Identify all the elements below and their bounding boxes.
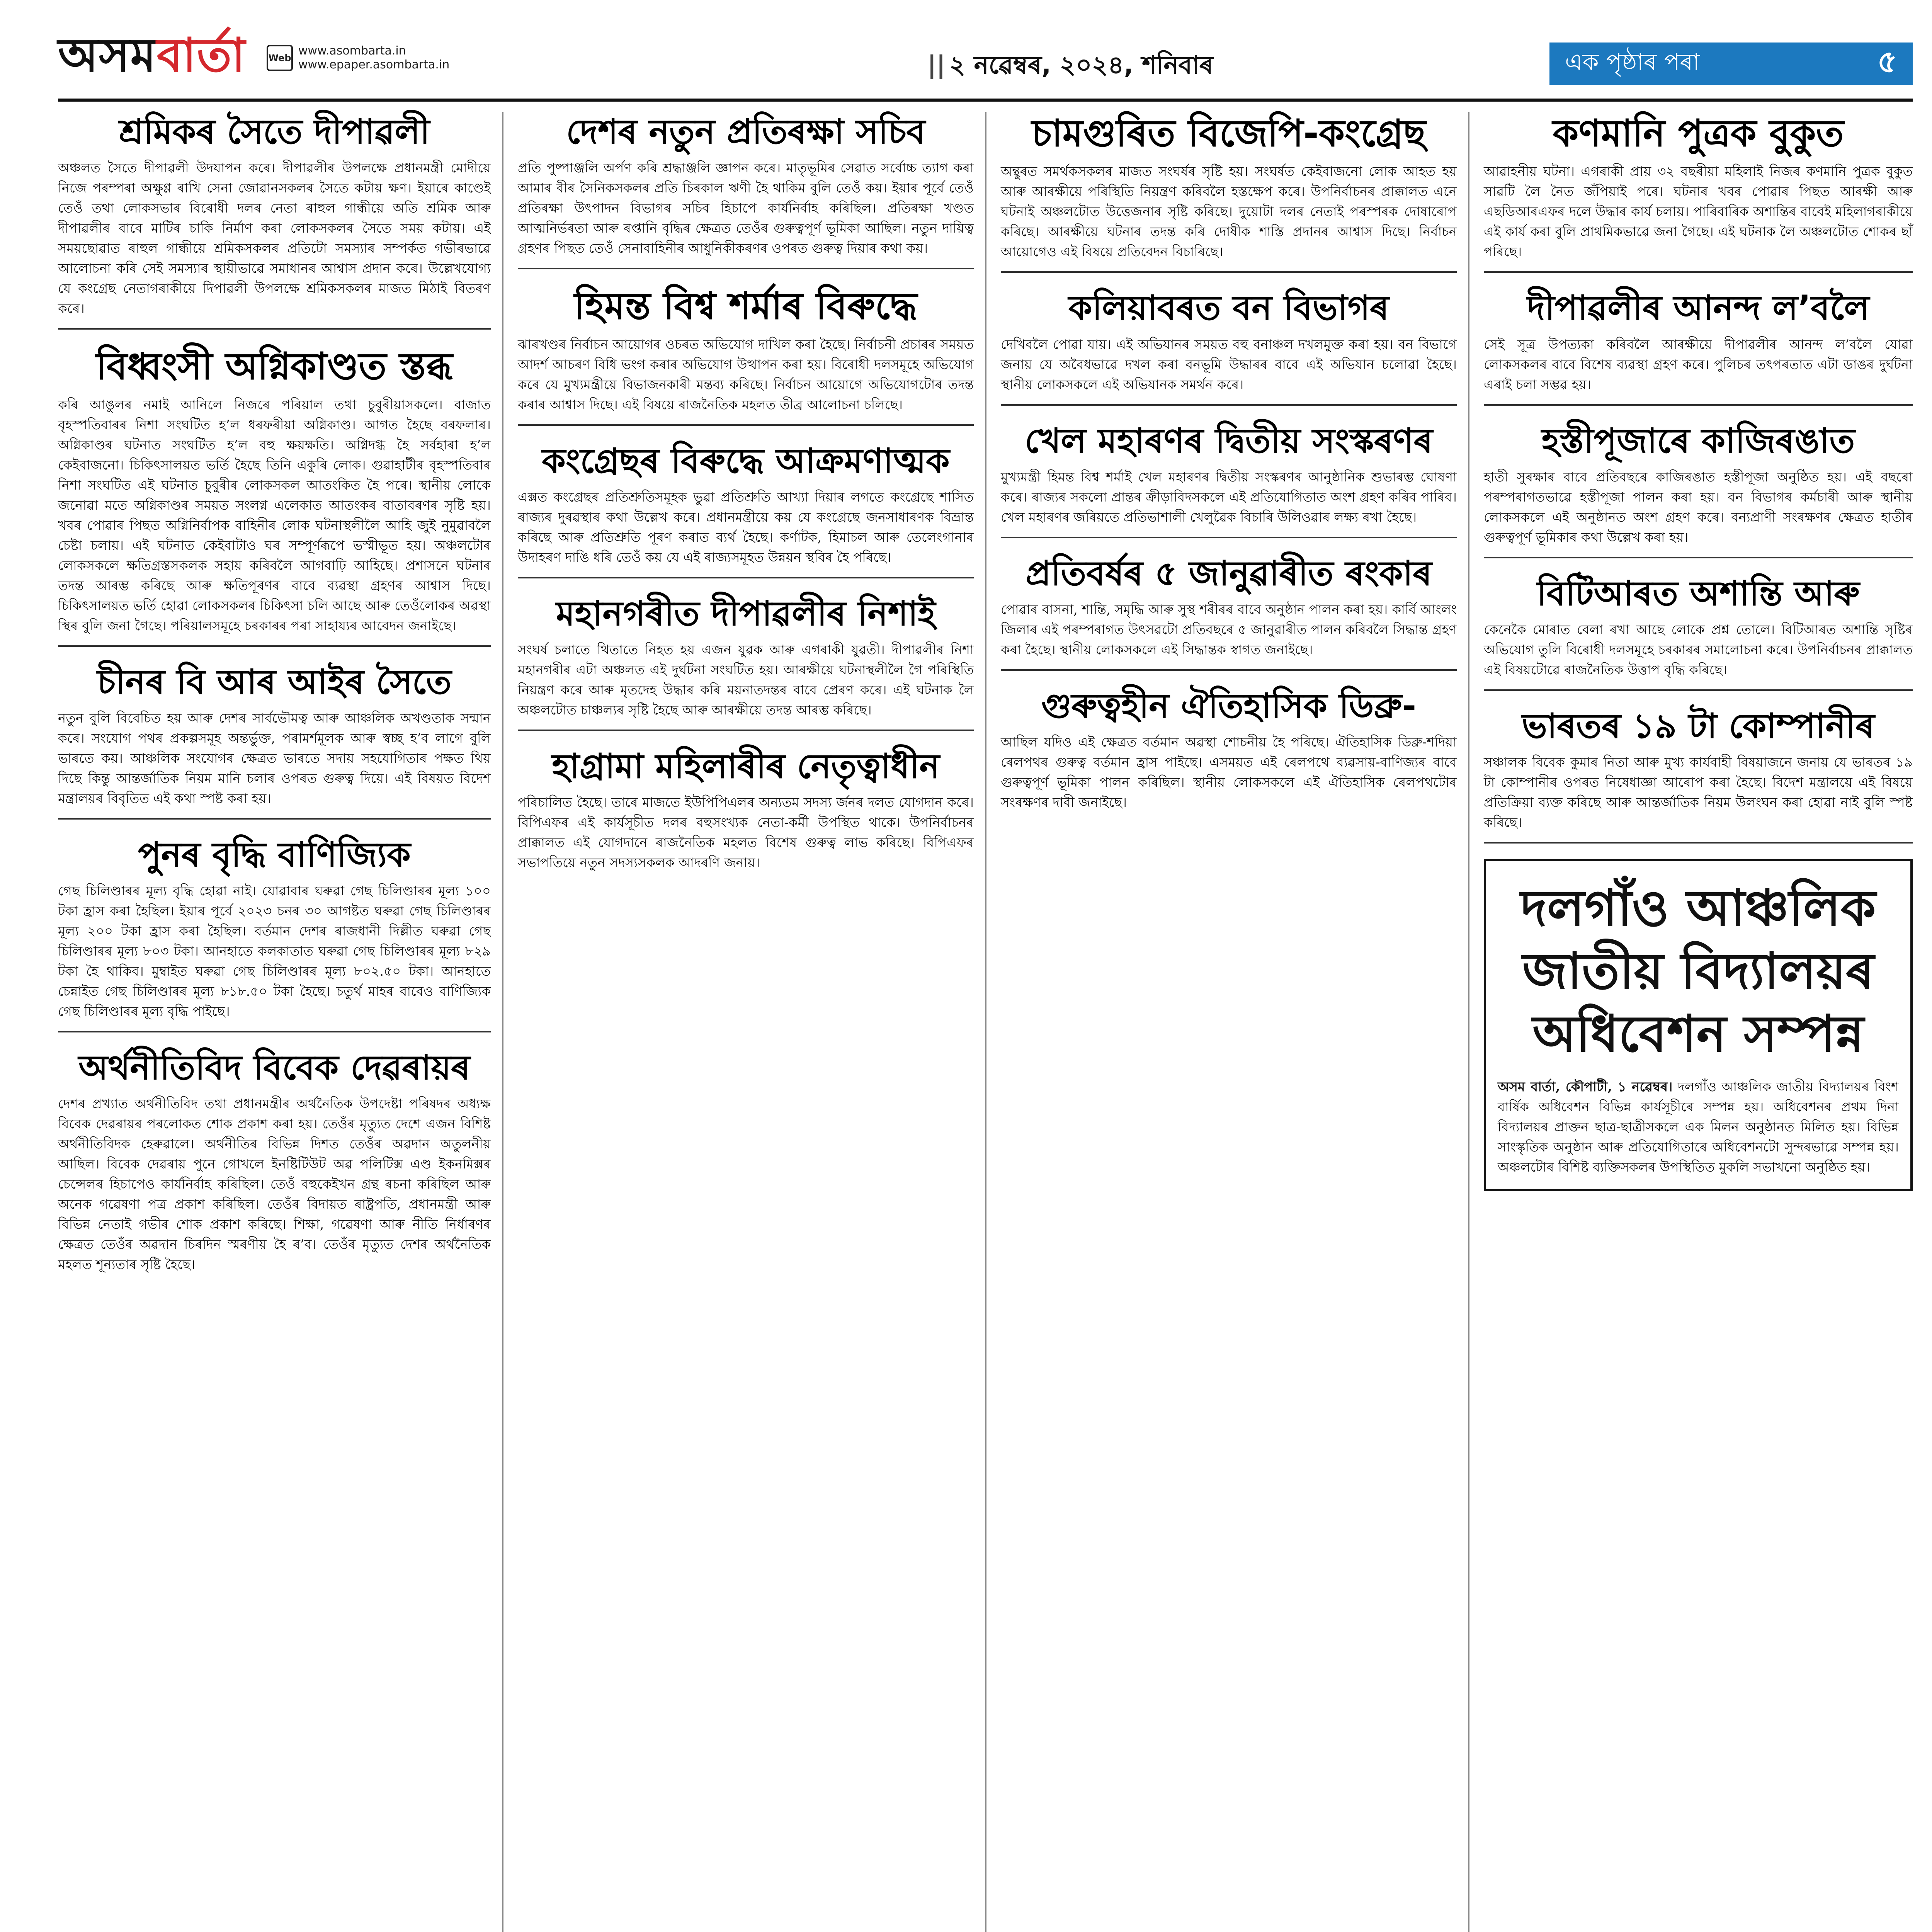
article — [1001, 288, 1457, 405]
article-headline: হস্তীপূজাৰে কাজিৰঙাত — [1541, 420, 1855, 461]
article-headline: কলিয়াবৰত বন বিভাগৰ — [1068, 288, 1389, 328]
article-headline: বিধ্বংসী অগ্নিকাণ্ডত স্তব্ধ — [96, 345, 453, 388]
epaper-link[interactable]: www.epaper.asombarta.in — [298, 58, 450, 71]
article — [1001, 421, 1457, 538]
article-headline: হিমন্ত বিশ্ব শৰ্মাৰ বিৰুদ্ধে — [574, 284, 917, 328]
article-body: এক্সত কংগ্ৰেছৰ প্ৰতিশ্ৰুতিসমূহক ভুৱা প্ৰতিশ্ৰুতি আখ্যা দিয়াৰ লগতে কংগ্ৰেছে শাসিত ৰাজ্যৰ দুৰৱস্থাৰ কথা উল্লেখ কৰে। প্ৰধানমন্ত্ৰীয়ে কয় যে কংগ্ৰেছে জনসাধাৰণক বিভ্ৰান্ত কৰিছে আৰু প্ৰতিশ্ৰুতি পূৰণ কৰাত ব্যৰ্থ হৈছে। কৰ্ণাটক, হিমাচল আৰু তেলেংগানাৰ উদাহৰণ দাঙি ধৰি তেওঁ কয় যে এই ৰাজ্যসমূহত উন্নয়ন স্থবিৰ হৈ পৰিছে। — [518, 489, 974, 565]
article-body: সেই সূত্ৰ উপত্যকা কৰিবলৈ আৰক্ষীয়ে দীপাৱলীৰ আনন্দ ল’বলৈ যোৱা লোকসকলৰ বাবে বিশেষ ব্যৱস্থা গ্ৰহণ কৰে। পুলিচৰ তৎপৰতাত এটা ডাঙৰ দুৰ্ঘটনা এৰাই চলা সম্ভৱ হয়। — [1484, 337, 1913, 393]
section-tab — [1549, 43, 1913, 85]
column-2 — [518, 112, 974, 898]
article — [518, 594, 974, 731]
boxed-headline: দলগাঁও আঞ্চলিক জাতীয় বিদ্যালয়ৰ অধিবেশন সম্পন্ন — [1520, 879, 1876, 1063]
article-headline: খেল মহাৰণৰ দ্বিতীয় সংস্কৰণৰ — [1024, 420, 1433, 461]
article-body: গেছ চিলিণ্ডাৰৰ মূল্য বৃদ্ধি হোৱা নাই। যোৱাবাৰ ঘৰুৱা গেছ চিলিণ্ডাৰৰ মূল্য ১০০ টকা হ্ৰাস কৰা হৈছিল। ইয়াৰ পূৰ্বে ২০২৩ চনৰ ৩০ আগষ্টত ঘৰুৱা গেছ চিলিণ্ডাৰৰ মূল্য ২০০ টকা হ্ৰাস কৰা হৈছিল। বৰ্তমান দেশৰ ৰাজধানী দিল্লীত ঘৰুৱা গেছ চিলিণ্ডাৰৰ মূল্য ৮০৩ টকা। আনহাতে কলকাতাত ঘৰুৱা গেছ চিলিণ্ডাৰৰ মূল্য ৮২৯ টকা হৈ থাকিব। মুম্বাইত ঘৰুৱা গেছ চিলিণ্ডাৰৰ মূল্য ৮০২.৫০ টকা। আনহাতে চেন্নাইত গেছ চিলিণ্ডাৰৰ মূল্য ৮১৮.৫০ টকা হৈছে। চতুৰ্থ মাহৰ বাবেও বাণিজ্যিক গেছ চিলিণ্ডাৰৰ মূল্য বৃদ্ধি পাইছে। — [58, 883, 491, 1019]
issue-date: || ২ নৱেম্বৰ, ২০২৪, শনিবাৰ — [927, 51, 1213, 80]
article — [58, 1048, 491, 1284]
article-body: পৰিচালিত হৈছে। তাৰে মাজতে ইউপিপিএলৰ অন্যতম সদস্য ৰ্জনৰ দলত যোগদান কৰে। বিপিএফৰ এই কাৰ্যসূচীত দলৰ বহুসংখ্যক নেতা-কৰ্মী উপস্থিত থাকে। উপনিৰ্বাচনৰ প্ৰাক্কালত এই যোগদানে ৰাজনৈতিক মহলত বিশেষ গুৰুত্ব লাভ কৰিছে। বিপিএফৰ সভাপতিয়ে নতুন সদস্যসকলক আদৰণি জনায়। — [518, 795, 974, 871]
article-headline: ভাৰতৰ ১৯ টা কোম্পানীৰ — [1522, 706, 1875, 746]
article — [58, 112, 491, 330]
masthead — [58, 19, 1913, 97]
boxed-dateline: অসম বাৰ্তা, কৌপাটী, ১ নৱেম্বৰ। — [1498, 1079, 1673, 1095]
website-link[interactable]: www.asombarta.in — [298, 44, 406, 58]
article-headline: অৰ্থনীতিবিদ বিবেক দেৱৰায়ৰ — [78, 1047, 470, 1087]
article-headline: গুৰুত্বহীন ঐতিহাসিক ডিব্ৰু- — [1041, 685, 1417, 726]
column-divider — [502, 112, 503, 1932]
article-headline: কংগ্ৰেছৰ বিৰুদ্ধে আক্ৰমণাত্মক — [542, 440, 950, 481]
article-headline: চামগুৰিত বিজেপি-কংগ্ৰেছ — [1031, 112, 1426, 155]
article-body: ঝাৰখণ্ডৰ নিৰ্বাচন আয়োগৰ ওচৰত অভিযোগ দাখিল কৰা হৈছে। নিৰ্বাচনী প্ৰচাৰৰ সময়ত আদৰ্শ আচৰণ বিধি ভংগ কৰাৰ অভিযোগ উত্থাপন কৰা হয়। বিৰোধী দলসমূহে অভিযোগ কৰে যে মুখ্যমন্ত্ৰীয়ে বিভাজনকাৰী মন্তব্য কৰিছে। নিৰ্বাচন আয়োগে অভিযোগটোৰ তদন্ত কৰাৰ আশ্বাস দিছে। এই বিষয়ে ৰাজনৈতিক মহলত তীব্ৰ আলোচনা চলিছে। — [518, 337, 974, 413]
article-headline: দীপাৱলীৰ আনন্দ ল’বলৈ — [1527, 288, 1870, 328]
website-info — [267, 44, 449, 72]
boxed-body: দলগাঁও আঞ্চলিক জাতীয় বিদ্যালয়ৰ বিংশ বাৰ্ষিক অধিবেশন বিভিন্ন কাৰ্যসূচীৰে সম্পন্ন হয়। অধিবেশনৰ প্ৰথম দিনা বিদ্যালয়ৰ প্ৰাক্তন ছাত্ৰ-ছাত্ৰীসকলে এক মিলন অনুষ্ঠানত মিলিত হয়। বিভিন্ন সাংস্কৃতিক অনুষ্ঠান আৰু প্ৰতিযোগিতাৰে অধিবেশনটো সুন্দৰভাৱে সম্পন্ন হয়। অঞ্চলটোৰ বিশিষ্ট ব্যক্তিসকলৰ উপস্থিতিত মুকলি সভাখনো অনুষ্ঠিত হয়। — [1498, 1079, 1899, 1175]
article-body: সংঘৰ্ষ চলাতে থিতাতে নিহত হয় এজন যুৱক আৰু এগৰাকী যুৱতী। দীপাৱলীৰ নিশা মহানগৰীৰ এটা অঞ্চলত এই দুৰ্ঘটনা সংঘটিত হয়। আৰক্ষীয়ে ঘটনাস্থলীলৈ গৈ পৰিস্থিতি নিয়ন্ত্ৰণ কৰে আৰু মৃতদেহ উদ্ধাৰ কৰি ময়নাতদন্তৰ বাবে প্ৰেৰণ কৰে। এই ঘটনাক লৈ অঞ্চলটোত চাঞ্চল্যৰ সৃষ্টি হৈছে আৰু আৰক্ষীয়ে তদন্ত আৰম্ভ কৰিছে। — [518, 642, 974, 718]
article-headline: শ্ৰমিকৰ সৈতে দীপাৱলী — [119, 112, 430, 151]
article — [518, 441, 974, 578]
article-body: দেশৰ প্ৰখ্যাত অৰ্থনীতিবিদ তথা প্ৰধানমন্ত্ৰীৰ অৰ্থনৈতিক উপদেষ্টা পৰিষদৰ অধ্যক্ষ বিবেক দেৱৰায়ৰ পৰলোকত শোক প্ৰকাশ কৰা হয়। তেওঁৰ মৃত্যুত দেশে এজন বিশিষ্ট অৰ্থনীতিবিদক হেৰুৱালে। অৰ্থনীতিৰ বিভিন্ন দিশত তেওঁৰ অৱদান অতুলনীয় আছিল। বিবেক দেৱৰায় পুনে গোখলে ইনষ্টিটিউট অৱ পলিটিক্স এণ্ড ইকনমিক্সৰ চেন্সেলৰ হিচাপেও কাৰ্যনিৰ্বাহ কৰিছিল। তেওঁ বহুকেইখন গ্ৰন্থ ৰচনা কৰিছিল আৰু অনেক গৱেষণা পত্ৰ প্ৰকাশ কৰিছিল। তেওঁৰ বিদায়ত ৰাষ্ট্ৰপতি, প্ৰধানমন্ত্ৰী আৰু বিভিন্ন নেতাই গভীৰ শোক প্ৰকাশ কৰিছে। শিক্ষা, গৱেষণা আৰু নীতি নিৰ্ধাৰণৰ ক্ষেত্ৰত তেওঁৰ অৱদান চিৰদিন স্মৰণীয় হৈ ৰ’ব। তেওঁৰ মৃত্যুত দেশৰ অৰ্থনৈতিক মহলত শূন্যতাৰ সৃষ্টি হৈছে। — [58, 1096, 491, 1273]
article — [1001, 686, 1457, 822]
article-body: নতুন বুলি বিবেচিত হয় আৰু দেশৰ সাৰ্বভৌমত্ব আৰু আঞ্চলিক অখণ্ডতাক সন্মান কৰে। সংযোগ পথৰ প্ৰকল্পসমূহ অন্তৰ্ভুক্ত, পৰামৰ্শমূলক আৰু স্বচ্ছ হ’ব লাগে বুলি ভাৰতে কয়। আঞ্চলিক সংযোগৰ ক্ষেত্ৰত ভাৰতে সদায় সহযোগিতাৰ পক্ষত থিয় দিছে কিন্তু আন্তৰ্জাতিক নিয়ম মানি চলাৰ ওপৰত গুৰুত্ব দিয়ে। এই বিষয়ত বিদেশ মন্ত্ৰালয়ৰ বিবৃতিত এই কথা স্পষ্ট কৰা হয়। — [58, 710, 491, 806]
article — [1001, 554, 1457, 671]
article — [58, 345, 491, 646]
web-icon: Web — [267, 45, 293, 71]
article — [1001, 112, 1457, 273]
article-body: অঞ্চলত সৈতে দীপাৱলী উদযাপন কৰে। দীপাৱলীৰ উপলক্ষে প্ৰধানমন্ত্ৰী মোদীয়ে নিজে পৰম্পৰা অক্ষুণ্ণ ৰাখি সেনা জোৱানসকলৰ সৈতে কটায় ক্ষণ। ইয়াৰে কাণ্ডেই তেওঁ তথা লোকসভাৰ বিৰোধী দলৰ নেতা ৰাহুল গান্ধীয়ে অতি শ্ৰমিক আৰু দীপাৱলীৰ বাবে মাটিৰ চাকি নিৰ্মাণ কৰা লোকসকলৰ সৈতে সময় কটায়। এই সময়ছোৱাত ৰাহুল গান্ধীয়ে শ্ৰমিকসকলৰ প্ৰতিটো সমস্যাৰ সম্পৰ্কত গভীৰভাৱে আলোচনা কৰি সেই সমস্যাৰ স্থায়ীভাৱে সমাধানৰ আশ্বাস প্ৰদান কৰে। উল্লেখযোগ্য যে কংগ্ৰেছ নেতাগৰাকীয়ে দিপাৱলী উপলক্ষে শ্ৰমিকসকলৰ মাজত মিঠাই বিতৰণ কৰে। — [58, 160, 491, 317]
header-rule — [58, 99, 1913, 102]
article-body: আৱাহনীয় ঘটনা। এগৰাকী প্ৰায় ৩২ বছৰীয়া মহিলাই নিজৰ কণমানি পুত্ৰক বুকুত সাৱটি লৈ নৈত জঁপিয়াই পৰে। ঘটনাৰ খবৰ পোৱাৰ পিছত আৰক্ষী আৰু এছডিআৰএফৰ দলে উদ্ধাৰ কাৰ্য চলায়। পাৰিবাৰিক অশান্তিৰ বাবেই মহিলাগৰাকীয়ে এই কাৰ্য কৰা বুলি প্ৰাথমিকভাৱে জনা গৈছে। এই ঘটনাক লৈ অঞ্চলটোত শোকৰ ছাঁ পৰিছে। — [1484, 164, 1913, 260]
article — [1484, 288, 1913, 405]
article — [1484, 706, 1913, 844]
article — [1484, 112, 1913, 273]
article — [1484, 421, 1913, 558]
article-body: অন্থুৰত সমৰ্থকসকলৰ মাজত সংঘৰ্ষৰ সৃষ্টি হয়। সংঘৰ্ষত কেইবাজনো লোক আহত হয় আৰু আৰক্ষীয়ে পৰিস্থিতি নিয়ন্ত্ৰণ কৰিবলৈ হস্তক্ষেপ কৰে। উপনিৰ্বাচনৰ প্ৰাক্কালত এনে ঘটনাই অঞ্চলটোত উত্তেজনাৰ সৃষ্টি কৰিছে। দুয়োটা দলৰ নেতাই পৰস্পৰক দোষাৰোপ কৰিছে। আৰক্ষীয়ে ঘটনাৰ তদন্ত কৰি দোষীক শাস্তি প্ৰদানৰ আশ্বাস দিছে। নিৰ্বাচন আয়োগেও এই বিষয়ে প্ৰতিবেদন বিচাৰিছে। — [1001, 164, 1457, 260]
article-headline: পুনৰ বৃদ্ধি বাণিজ্যিক — [138, 834, 411, 874]
article-body: সঞ্চালক বিবেক কুমাৰ নিতা আৰু মুখ্য কাৰ্যবাহী বিষয়াজনে জনায় যে ভাৰতৰ ১৯ টা কোম্পানীৰ ওপৰত নিষেধাজ্ঞা আৰোপ কৰা হৈছে। বিদেশ মন্ত্ৰালয়ে এই বিষয়ে প্ৰতিক্ৰিয়া ব্যক্ত কৰিছে আৰু আন্তৰ্জাতিক নিয়ম উলংঘন কৰা হোৱা নাই বুলি স্পষ্ট কৰিছে। — [1484, 755, 1913, 831]
logo — [58, 25, 259, 91]
article-body: পোৱাৰ বাসনা, শান্তি, সমৃদ্ধি আৰু সুস্থ শৰীৰৰ বাবে অনুষ্ঠান পালন কৰা হয়। কাৰ্বি আংলং জিলাৰ এই পৰম্পৰাগত উৎসৱটো প্ৰতিবছৰে ৫ জানুৱাৰীত পালন কৰিবলৈ সিদ্ধান্ত গ্ৰহণ কৰা হৈছে। স্থানীয় লোকসকলে এই সিদ্ধান্তক স্বাগত জনাইছে। — [1001, 602, 1457, 658]
boxed-story — [1484, 859, 1913, 1191]
article-body: মুখ্যমন্ত্ৰী হিমন্ত বিশ্ব শৰ্মাই খেল মহাৰণৰ দ্বিতীয় সংস্কৰণৰ আনুষ্ঠানিক শুভাৰম্ভ ঘোষণা কৰে। ৰাজ্যৰ সকলো প্ৰান্তৰ ক্ৰীড়াবিদসকলে এই প্ৰতিযোগিতাত অংশ গ্ৰহণ কৰিব পাৰিব। খেল মহাৰণৰ জৰিয়তে প্ৰতিভাশালী খেলুৱৈক বিচাৰি উলিওৱাৰ লক্ষ্য ৰখা হৈছে। — [1001, 469, 1457, 525]
article-body: কেনেকৈ মোৰাত বেলা ৰখা আছে লোকে প্ৰশ্ন তোলে। বিটিআৰত অশান্তি সৃষ্টিৰ অভিযোগ তুলি বিৰোধী দলসমূহে চৰকাৰৰ সমালোচনা কৰে। উপনিৰ্বাচনৰ প্ৰাক্কালত এই বিষয়টোৱে ৰাজনৈতিক উত্তাপ বৃদ্ধি কৰিছে। — [1484, 622, 1913, 678]
article-headline: প্ৰতিবৰ্ষৰ ৫ জানুৱাৰীত ৰংকাৰ — [1026, 553, 1432, 593]
column-3 — [1001, 112, 1457, 837]
article-body: দেখিবলৈ পোৱা যায়। এই অভিযানৰ সময়ত বহু বনাঞ্চল দখলমুক্ত কৰা হয়। বন বিভাগে জনায় যে অবৈধভাৱে দখল কৰা বনভূমি উদ্ধাৰৰ বাবে এই অভিযান চলোৱা হৈছে। স্থানীয় লোকসকলে এই অভিযানক সমৰ্থন কৰে। — [1001, 337, 1457, 393]
article-body: হাতী সুৰক্ষাৰ বাবে প্ৰতিবছৰে কাজিৰঙাত হস্তীপূজা অনুষ্ঠিত হয়। এই বছৰো পৰম্পৰাগতভাৱে হস্তীপূজা পালন কৰা হয়। বন বিভাগৰ কৰ্মচাৰী আৰু স্থানীয় লোকসকলে এই অনুষ্ঠানত অংশ গ্ৰহণ কৰে। বন্যপ্ৰাণী সংৰক্ষণৰ ক্ষেত্ৰত হাতীৰ গুৰুত্বপূৰ্ণ ভূমিকাৰ কথা উল্লেখ কৰা হয়। — [1484, 469, 1913, 545]
article-headline: হাগ্ৰামা মহিলাৰীৰ নেতৃত্বাধীন — [552, 746, 940, 786]
section-label: এক পৃষ্ঠাৰ পৰা — [1565, 49, 1700, 76]
article — [58, 835, 491, 1032]
column-4 — [1484, 112, 1913, 1191]
article-headline: বিটিআৰত অশান্তি আৰু — [1537, 573, 1860, 613]
article — [518, 747, 974, 882]
article — [58, 662, 491, 820]
column-divider — [985, 112, 986, 1932]
article — [518, 112, 974, 269]
article-body: কৰি আঙুলৰ নমাই আনিলে নিজৰে পৰিয়াল তথা চুবুৰীয়াসকলে। বাজাত বৃহস্পতিবাৰৰ নিশা সংঘটিত হ’ল ধৰফৰীয়া অগ্নিকাণ্ড। আগত হৈছে বৰফলাৰ। অগ্নিকাণ্ডৰ ঘটনাত সংঘটিত হ’ল বহু ক্ষয়ক্ষতি। অগ্নিদগ্ধ হৈ সৰ্বহাৰা হ’ল কেইবাজনো। চিকিৎসালয়ত ভৰ্তি হৈছে তিনি একুৰি লোক। গুৱাহাটীৰ বৃহস্পতিবাৰ নিশা সংঘটিত এই ঘটনাত চুবুৰীৰ লোকসকল আতংকিত হৈ পৰে। স্থানীয় লোকে জনোৱা মতে অগ্নিকাণ্ডৰ সময়ত সংলগ্ন এলেকাত আতংকৰ বাতাবৰণৰ সৃষ্টি হয়। খবৰ পোৱাৰ পিছত অগ্নিনিৰ্বাপক বাহিনীৰ লোক ঘটনাস্থলীলৈ আহি জুই নুমুৱাবলৈ চেষ্টা চলায়। এই ঘটনাত কেইবাটাও ঘৰ সম্পূৰ্ণৰূপে ভস্মীভূত হয়। অঞ্চলটোৰ লোকসকলে ক্ষতিগ্ৰস্তসকলক সহায় কৰিবলৈ আগবাঢ়ি আহিছে। প্ৰশাসনে ঘটনাৰ তদন্ত আৰম্ভ কৰিছে আৰু ক্ষতিপূৰণৰ বাবে ব্যৱস্থা গ্ৰহণৰ আশ্বাস দিছে। চিকিৎসালয়ত ভৰ্তি হোৱা লোকসকলৰ চিকিৎসা চলি আছে আৰু তেওঁলোকৰ অৱস্থা স্থিৰ বুলি জনা গৈছে। পৰিয়ালসমূহে চৰকাৰৰ পৰা সাহায্যৰ আবেদন জনাইছে। — [58, 397, 491, 634]
page-number: ৫ — [1877, 44, 1897, 80]
article-headline: চীনৰ বি আৰ আইৰ সৈতে — [97, 662, 452, 702]
logo-text: অসমবাৰ্তা — [58, 28, 246, 82]
article-body: আছিল যদিও এই ক্ষেত্ৰত বৰ্তমান অৱস্থা শোচনীয় হৈ পৰিছে। ঐতিহাসিক ডিব্ৰু-শদিয়া ৰেলপথৰ গুৰুত্ব বৰ্তমান হ্ৰাস পাইছে। এসময়ত এই ৰেলপথে ব্যৱসায়-বাণিজ্যৰ বাবে গুৰুত্বপূৰ্ণ ভূমিকা পালন কৰিছিল। স্থানীয় লোকসকলে এই ঐতিহাসিক ৰেলপথটোৰ সংৰক্ষণৰ দাবী জনাইছে। — [1001, 735, 1457, 811]
article-headline: দেশৰ নতুন প্ৰতিৰক্ষা সচিব — [566, 112, 925, 151]
article-headline: কণমানি পুত্ৰক বুকুত — [1553, 112, 1844, 155]
column-1 — [58, 112, 491, 1299]
article — [1484, 574, 1913, 691]
article-headline: মহানগৰীত দীপাৱলীৰ নিশাই — [556, 593, 936, 633]
column-divider — [1468, 112, 1469, 1932]
article — [518, 285, 974, 425]
article-body: প্ৰতি পুষ্পাঞ্জলি অৰ্পণ কৰি শ্ৰদ্ধাঞ্জলি জ্ঞাপন কৰে। মাতৃভূমিৰ সেৱাত সৰ্বোচ্চ ত্যাগ কৰা আমাৰ বীৰ সৈনিকসকলৰ প্ৰতি চিৰকাল ঋণী হৈ থাকিম বুলি তেওঁ কয়। ইয়াৰ পূৰ্বে তেওঁ প্ৰতিৰক্ষা উৎপাদন বিভাগৰ সচিব হিচাপে কাৰ্যনিৰ্বাহ কৰিছিল। প্ৰতিৰক্ষা খণ্ডত আত্মনিৰ্ভৰতা আৰু ৰপ্তানি বৃদ্ধিৰ ক্ষেত্ৰত তেওঁৰ গুৰুত্বপূৰ্ণ ভূমিকা আছিল। নতুন দায়িত্ব গ্ৰহণৰ পিছত তেওঁ সেনাবাহিনীৰ আধুনিকীকৰণৰ ওপৰত গুৰুত্ব দিয়াৰ কথা কয়। — [518, 160, 974, 257]
